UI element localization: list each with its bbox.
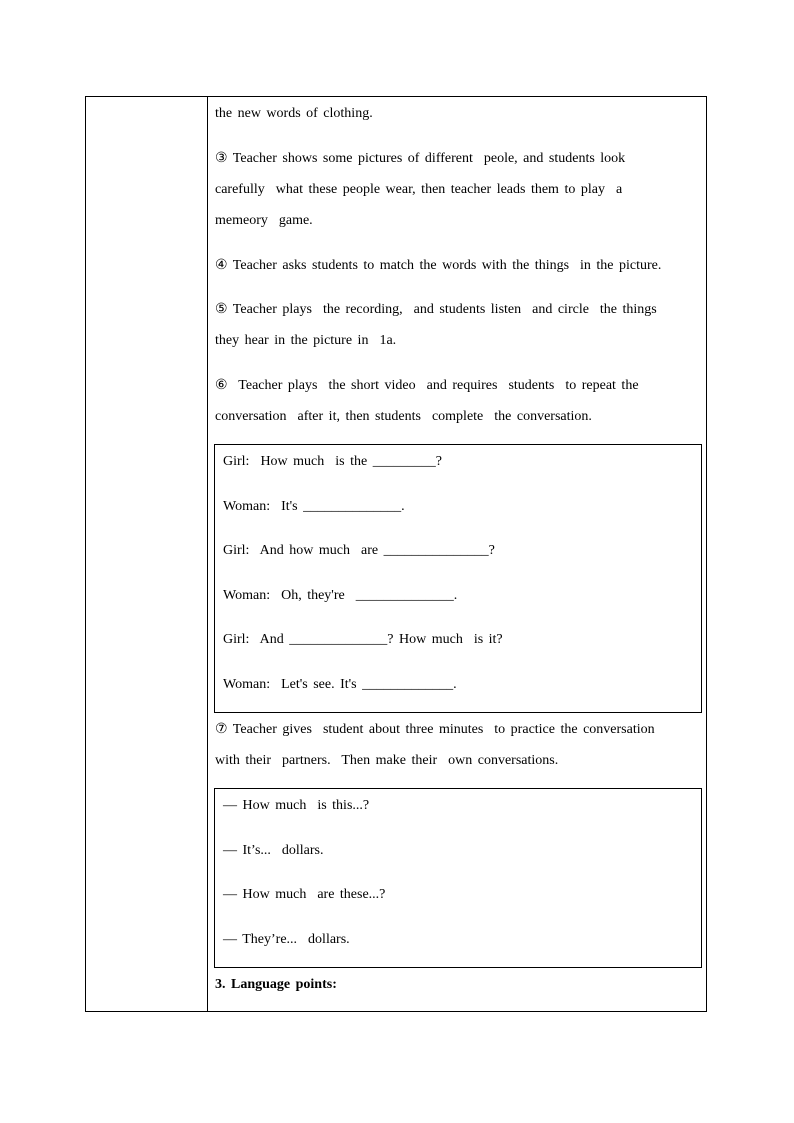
dialogue-line: Girl: And how much are _______________?: [223, 543, 495, 558]
dialogue-line: Woman: It's ______________.: [223, 499, 405, 514]
column-divider: [207, 97, 208, 1011]
step5-text-line2: they hear in the picture in 1a.: [215, 333, 397, 348]
dialogue-box: [214, 444, 702, 713]
dialogue-line: Woman: Oh, they're ______________.: [223, 588, 458, 603]
pattern-line: — How much is this...?: [223, 798, 370, 813]
step3-text-line2: carefully what these people wear, then teacher leads them to play a: [215, 182, 623, 197]
step3-text-line3: memeory game.: [215, 213, 313, 228]
dialogue-line: Woman: Let's see. It's _____________.: [223, 677, 457, 692]
text-line-clothing: the new words of clothing.: [215, 106, 373, 121]
pattern-line: — How much are these...?: [223, 887, 386, 902]
pattern-line: — They’re... dollars.: [223, 932, 350, 947]
step6-text-line2: conversation after it, then students complete the conversation.: [215, 409, 592, 424]
step5-text-line1: ⑤ Teacher plays the recording, and students listen and circle the things: [215, 302, 657, 317]
step4-text-line1: ④ Teacher asks students to match the words with the things in the picture.: [215, 258, 662, 273]
step7-text-line2: with their partners. Then make their own conversations.: [215, 753, 559, 768]
dialogue-line: Girl: And ______________? How much is it?: [223, 632, 503, 647]
step3-text-line1: ③ Teacher shows some pictures of different peole, and students look: [215, 151, 626, 166]
patterns-box: [214, 788, 702, 968]
pattern-line: — It’s... dollars.: [223, 843, 324, 858]
step6-text-line1: ⑥ Teacher plays the short video and requires students to repeat the: [215, 378, 639, 393]
step7-text-line1: ⑦ Teacher gives student about three minutes to practice the conversation: [215, 722, 655, 737]
section-heading-language-points: 3. Language points:: [215, 977, 337, 992]
dialogue-line: Girl: How much is the _________?: [223, 454, 442, 469]
